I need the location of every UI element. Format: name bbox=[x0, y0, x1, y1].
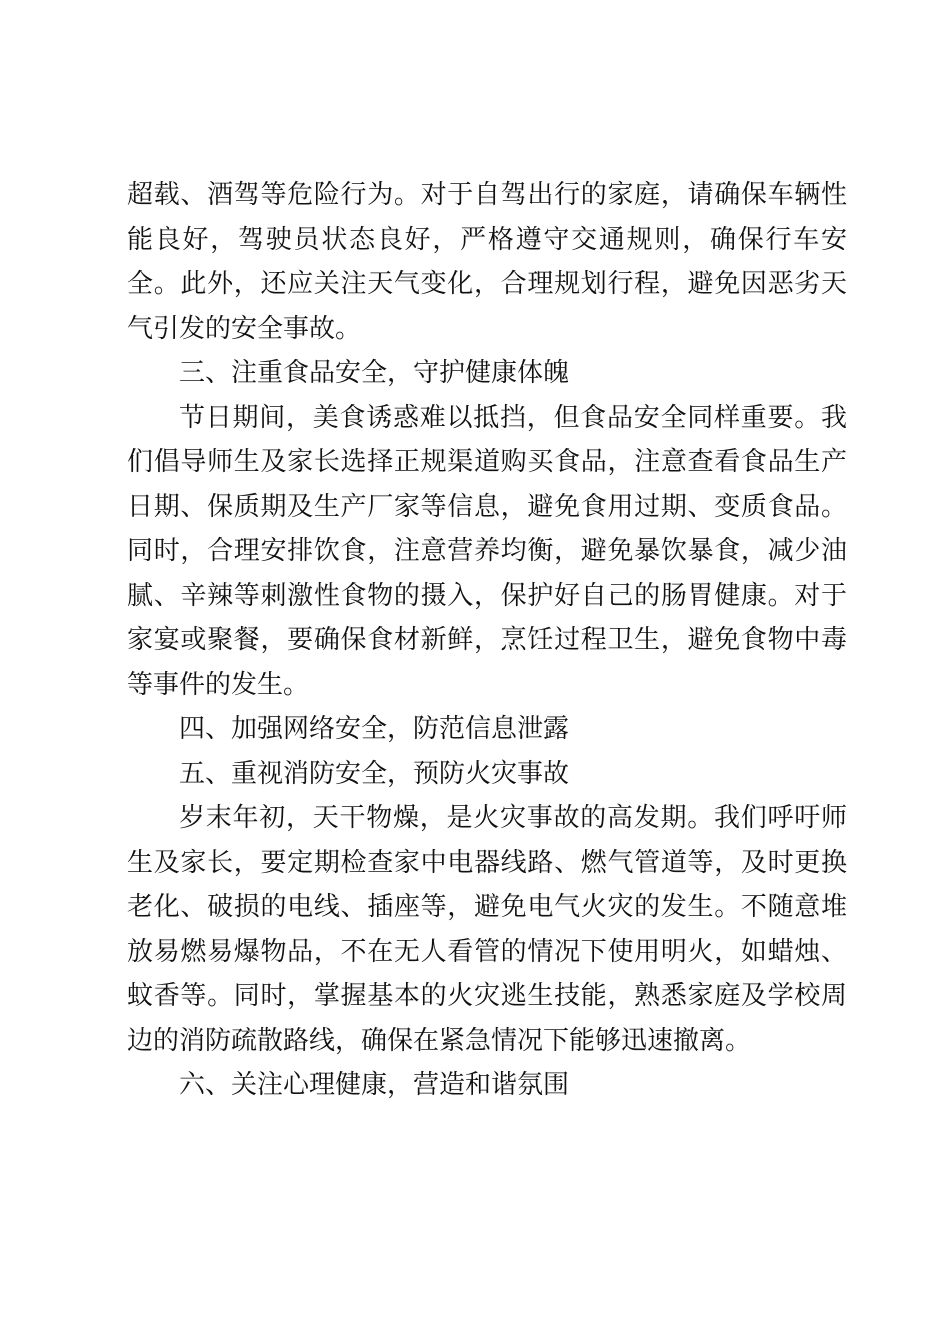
document-body bbox=[127, 173, 847, 1108]
heading-network-security: 四、加强网络安全，防范信息泄露 bbox=[179, 714, 570, 744]
heading-food-safety: 三、注重食品安全，守护健康体魄 bbox=[179, 358, 570, 388]
paragraph-food-safety: 节日期间，美食诱惑难以抵挡，但食品安全同样重要。我们倡导师生及家长选择正规渠道购买食品，注意查看食品生产日期、保质期及生产厂家等信息，避免食用过期、变质食品。同时，合理安排饮食，注意营养均衡，避免暴饮暴食，减少油腻、辛辣等刺激性食物的摄入，保护好自己的肠胃健康。对于家宴或聚餐，要确保食材新鲜，烹饪过程卫生，避免食物中毒等事件的发生。 bbox=[127, 402, 847, 700]
heading-fire-safety: 五、重视消防安全，预防火灾事故 bbox=[179, 758, 570, 789]
heading-mental-health: 六、关注心理健康，营造和谐氛围 bbox=[179, 1070, 570, 1100]
paragraph-traffic-safety-continued: 超载、酒驾等危险行为。对于自驾出行的家庭，请确保车辆性能良好，驾驶员状态良好，严格遵守交通规则，确保行车安全。此外，还应关注天气变化，合理规划行程，避免因恶劣天气引发的安全事故。 bbox=[127, 180, 847, 344]
paragraph-fire-safety: 岁末年初，天干物燥，是火灾事故的高发期。我们呼吁师生及家长，要定期检查家中电器线路、燃气管道等，及时更换老化、破损的电线、插座等，避免电气火灾的发生。不随意堆放易燃易爆物品，不在无人看管的情况下使用明火，如蜡烛、蚊香等。同时，掌握基本的火灾逃生技能，熟悉家庭及学校周边的消防疏散路线，确保在紧急情况下能够迅速撤离。 bbox=[127, 803, 847, 1056]
